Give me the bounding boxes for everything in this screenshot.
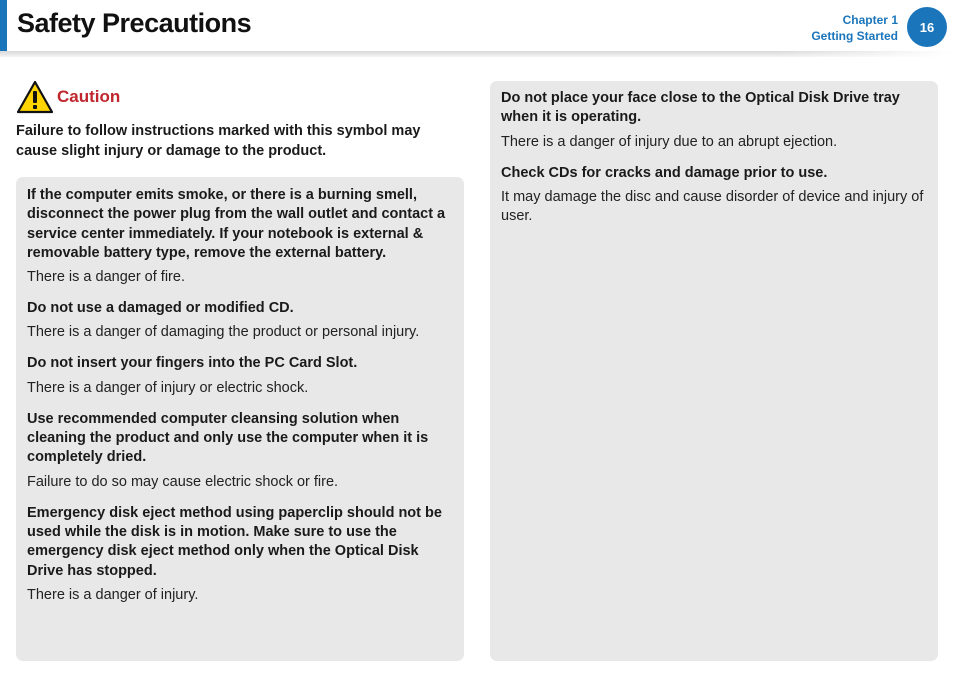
precaution-title: If the computer emits smoke, or there is a burning smell, disconnect the power plug from the wall outlet and contact a service center immediately. If your notebook is external & removable battery type, remove the external battery. [27, 187, 446, 261]
caution-label: Caution [57, 87, 121, 106]
precaution-title: Do not insert your fingers into the PC Card Slot. [27, 355, 358, 372]
precaution-text: There is a danger of damaging the product or personal injury. [27, 324, 420, 341]
chapter-label: Chapter 1 [842, 13, 898, 27]
section-label: Getting Started [811, 29, 898, 43]
precaution-text: It may damage the disc and cause disorder of device and injury of user. [501, 188, 924, 224]
precaution-title: Use recommended computer cleansing solution when cleaning the product and only use the computer when it is completely dried. [27, 410, 429, 466]
page-number-badge: 16 [907, 7, 947, 47]
precaution-item [27, 186, 452, 287]
warning-triangle-icon [16, 80, 54, 114]
page-title: Safety Precautions [17, 8, 252, 38]
precaution-title: Emergency disk eject method using paperclip should not be used while the disk is in motion. Make sure to use the emergency disk eject method only when the Optical Disk Drive has stopped. [27, 504, 442, 579]
right-precautions-panel [490, 81, 938, 661]
precaution-title: Check CDs for cracks and damage prior to use. [501, 164, 828, 181]
precaution-title: Do not place your face close to the Optical Disk Drive tray when it is operating. [501, 90, 900, 126]
header-accent-bar [0, 0, 7, 52]
precaution-item [27, 354, 452, 397]
precaution-item [27, 504, 452, 605]
precaution-item [501, 164, 928, 226]
left-precautions-panel [16, 177, 464, 661]
precaution-text: There is a danger of injury due to an abrupt ejection. [501, 133, 838, 150]
chapter-info [811, 12, 898, 44]
precaution-text: There is a danger of injury or electric shock. [27, 379, 309, 396]
caution-heading [16, 80, 120, 114]
precaution-text: Failure to do so may cause electric shock or fire. [27, 473, 339, 490]
precaution-text: There is a danger of fire. [27, 269, 185, 286]
caution-description: Failure to follow instructions marked with this symbol may cause slight injury or damage to the product. [16, 123, 421, 159]
precaution-text: There is a danger of injury. [27, 586, 199, 603]
precaution-item [27, 410, 452, 492]
header-divider [0, 51, 954, 57]
precaution-title: Do not use a damaged or modified CD. [27, 300, 294, 317]
precaution-item [27, 299, 452, 342]
precaution-item [501, 89, 928, 152]
